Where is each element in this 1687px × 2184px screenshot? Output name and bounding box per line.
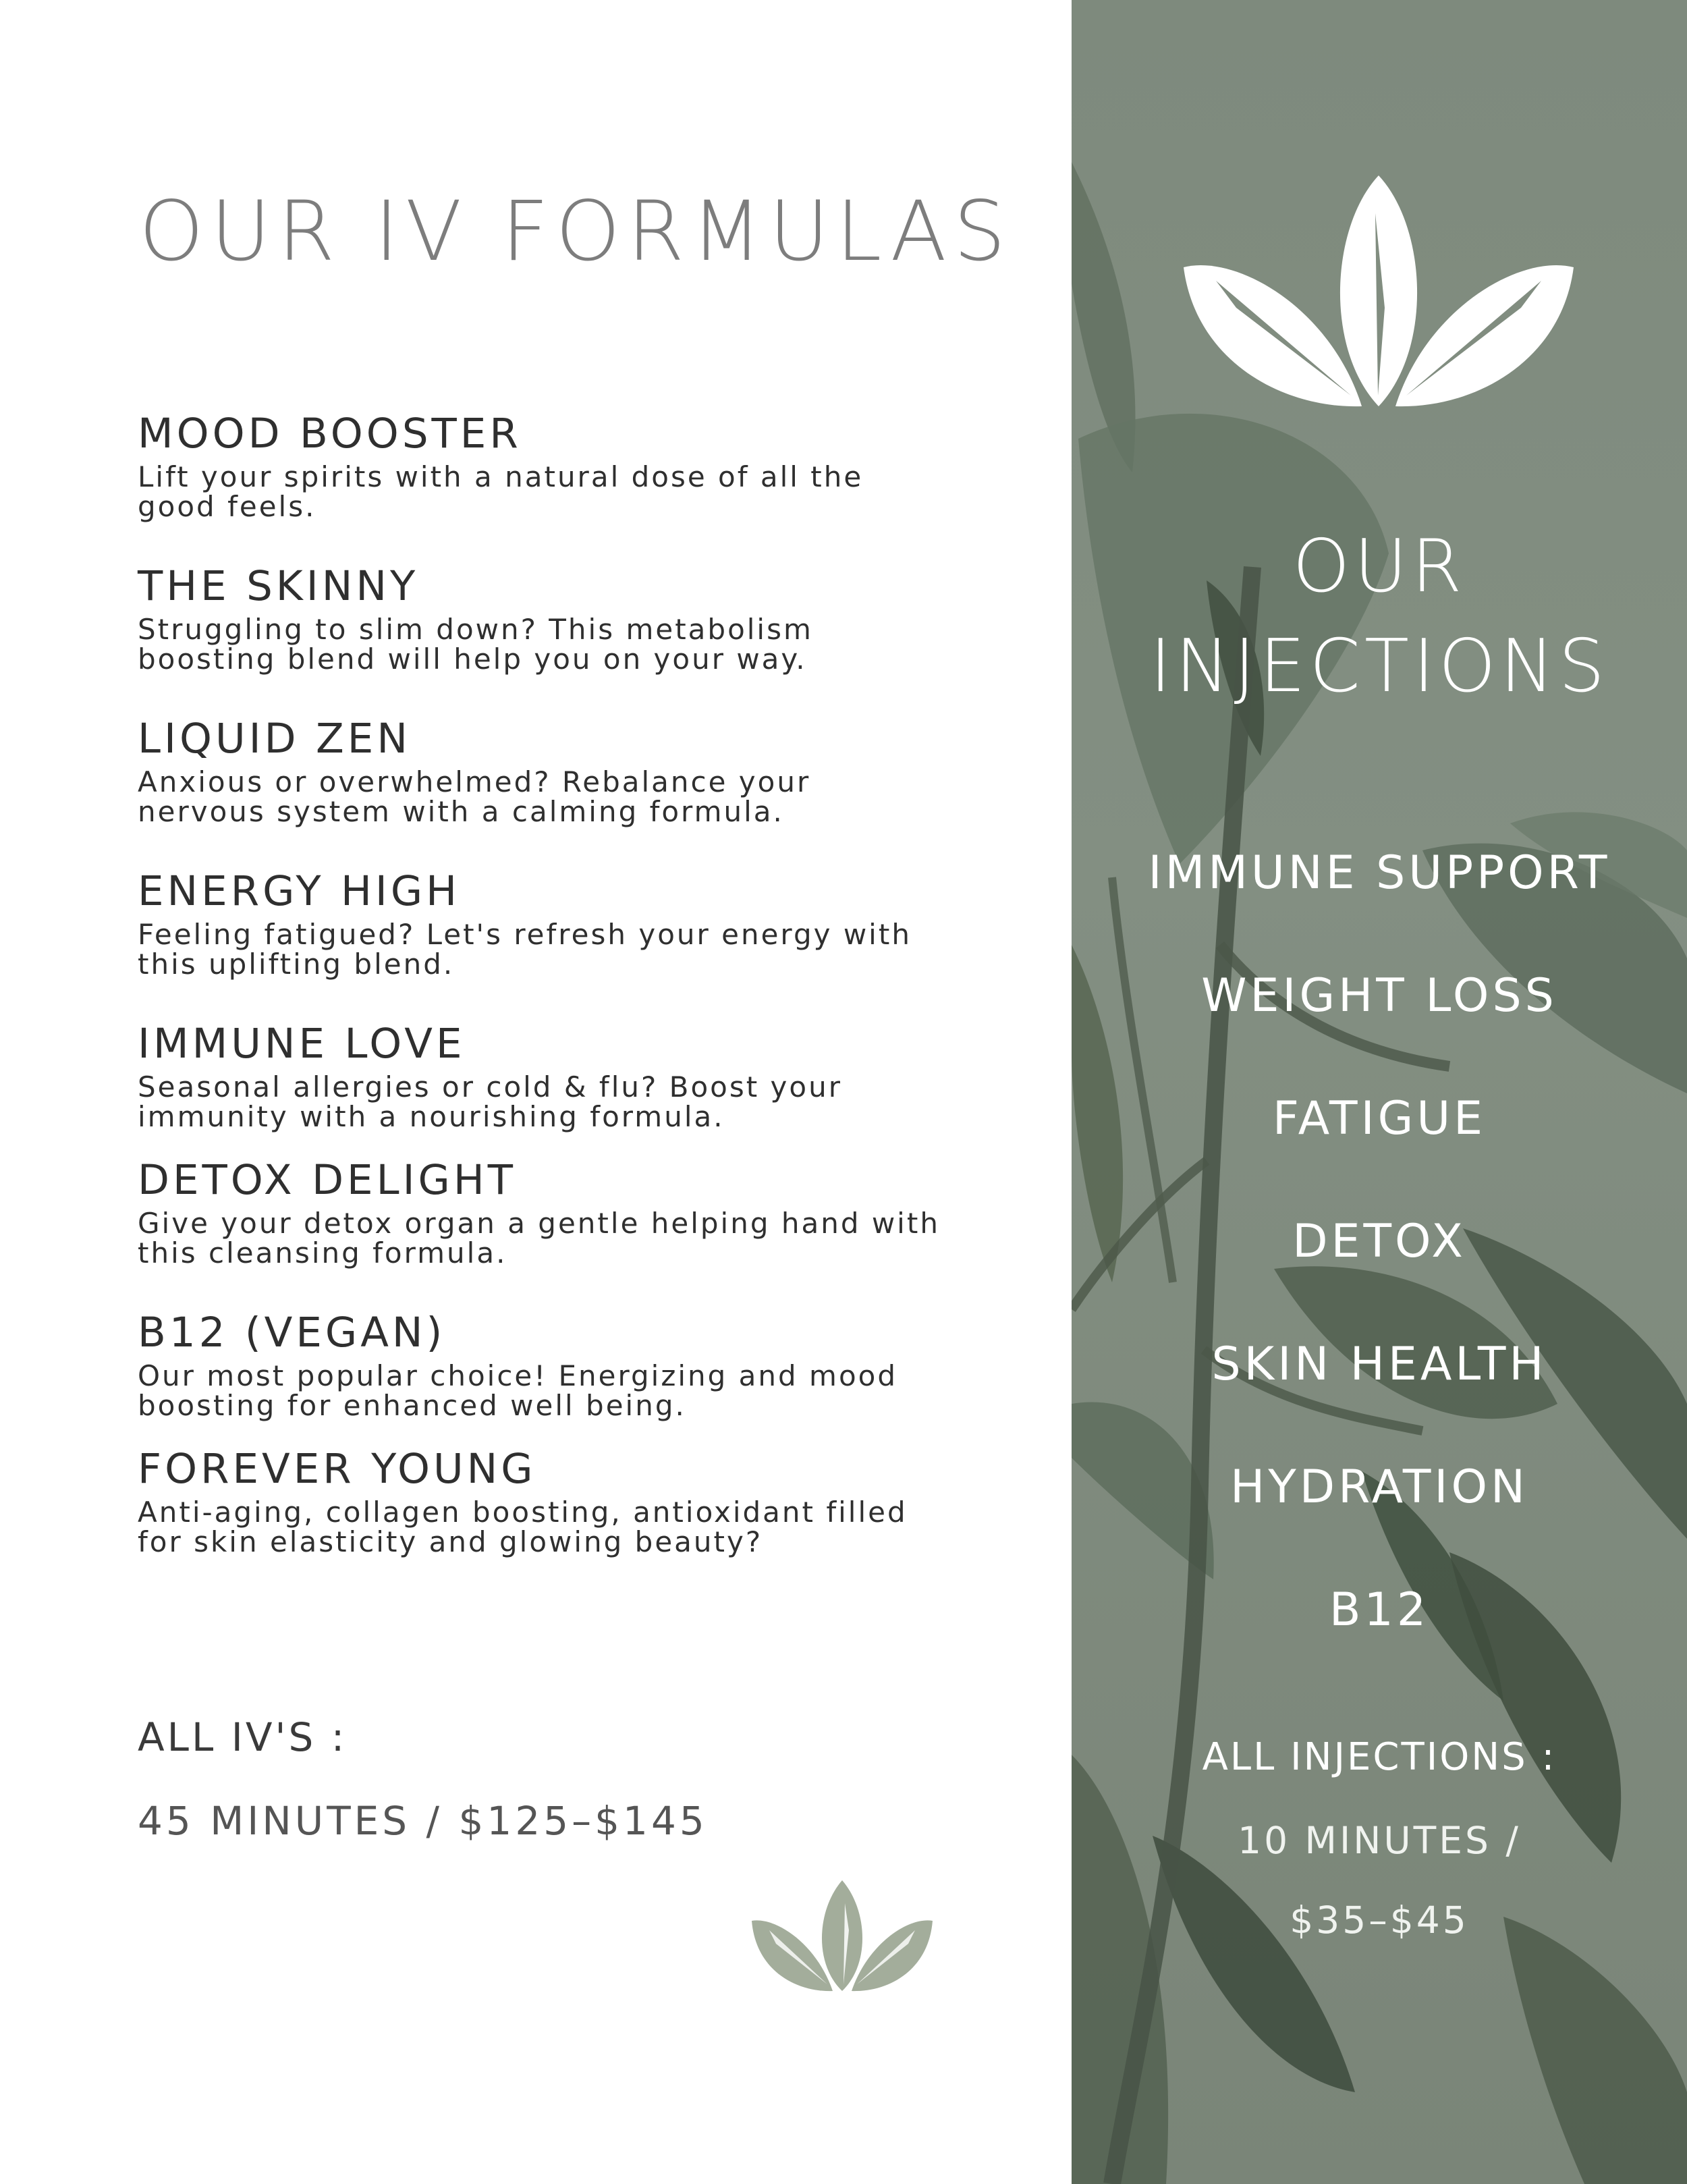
lotus-leaves-icon <box>1182 173 1575 410</box>
injection-item: HYDRATION <box>1230 1460 1528 1514</box>
formula-description: Our most popular choice! Energizing and mood boosting for enhanced well being. <box>138 1359 897 1422</box>
formula-item <box>138 1156 947 1270</box>
formula-item <box>138 410 947 523</box>
formula-name: DETOX DELIGHT <box>138 1156 516 1204</box>
formula-item <box>138 1445 947 1558</box>
formula-description: Lift your spirits with a natural dose of all the good feels. <box>138 460 864 523</box>
formula-item <box>138 1020 947 1133</box>
formula-description: Struggling to slim down? This metabolism boosting blend will help you on your way. <box>138 613 813 676</box>
formula-description: Anxious or overwhelmed? Rebalance your nervous system with a calming formula. <box>138 765 811 828</box>
formula-description: Anti-aging, collagen boosting, antioxidant filled for skin elasticity and glowing beauty? <box>138 1496 908 1558</box>
formula-item <box>138 1309 947 1422</box>
injections-pricing-label: ALL INJECTIONS : <box>1202 1735 1557 1779</box>
formula-description: Seasonal allergies or cold & flu? Boost your immunity with a nourishing formula. <box>138 1070 842 1133</box>
iv-pricing-label: ALL IV'S : <box>138 1714 348 1760</box>
iv-pricing-value: 45 MINUTES / $125–$145 <box>138 1798 708 1844</box>
formula-item <box>138 715 947 828</box>
injection-item: B12 <box>1329 1583 1430 1637</box>
injection-item: DETOX <box>1292 1215 1466 1268</box>
injection-item: IMMUNE SUPPORT <box>1148 846 1611 900</box>
formula-name: MOOD BOOSTER <box>138 410 522 458</box>
page-title: OUR IV FORMULAS <box>139 184 1013 279</box>
formula-name: FOREVER YOUNG <box>138 1445 536 1493</box>
formula-name: THE SKINNY <box>138 562 419 610</box>
formula-name: IMMUNE LOVE <box>138 1020 466 1068</box>
formula-name: LIQUID ZEN <box>138 715 411 763</box>
injection-item: WEIGHT LOSS <box>1201 969 1557 1022</box>
formula-name: B12 (VEGAN) <box>138 1309 446 1357</box>
formula-item <box>138 867 947 981</box>
formula-description: Give your detox organ a gentle helping hand with this cleansing formula. <box>138 1207 940 1270</box>
formula-item <box>138 562 947 676</box>
injections-panel <box>1072 0 1687 2184</box>
lotus-leaves-icon <box>749 1876 935 1995</box>
formula-name: ENERGY HIGH <box>138 867 460 915</box>
injections-pricing-value-line1: 10 MINUTES / <box>1238 1819 1521 1862</box>
injection-item: SKIN HEALTH <box>1211 1338 1547 1391</box>
formula-description: Feeling fatigued? Let's refresh your energy with this uplifting blend. <box>138 918 912 981</box>
injections-title-line2: INJECTIONS <box>1149 624 1609 709</box>
injections-title-line1: OUR <box>1292 524 1466 609</box>
injection-item: FATIGUE <box>1272 1092 1487 1145</box>
injections-pricing-value-line2: $35–$45 <box>1290 1899 1469 1942</box>
